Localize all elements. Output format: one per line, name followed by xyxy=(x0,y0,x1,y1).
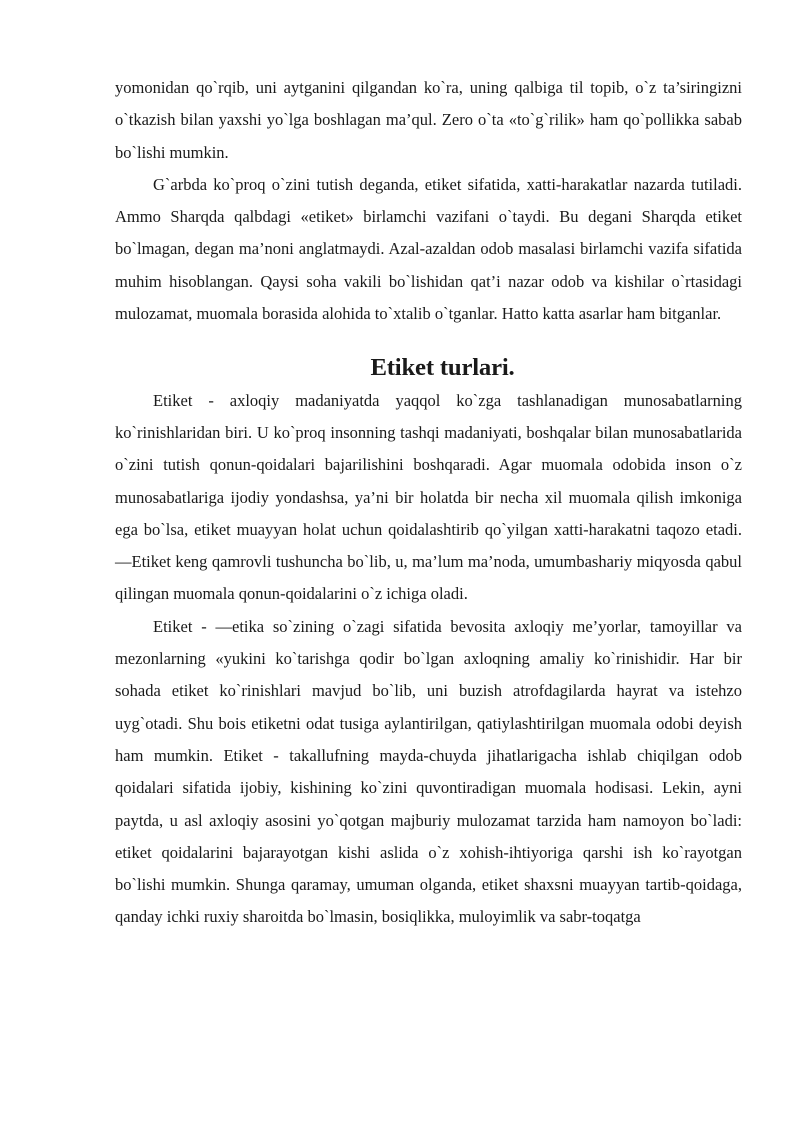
paragraph-etiket-etika: Etiket - ―etika so`zining o`zagi sifatida bevosita axloqiy me’yorlar, tamoyillar va mezonlarning «yukini ko`tarishga qodir bo`lgan axloqning amaliy ko`rinishidir. Har bir sohada etiket ko`rinishlari mavjud bo`lib, uni buzish atrofdagilarda hayrat va istehzo uyg`otadi. Shu bois etiketni odat tusiga aylantirilgan, qatiylashtirilgan muomala odobi deyish ham mumkin. Etiket - takallufning mayda-chuyda jihatlarigacha ishlab chiqilgan odob qoidalari sifatida ijobiy, kishining ko`zini quvontiradigan muomala hodisasi. Lekin, ayni paytda, u asl axloqiy asosini yo`qotgan majburiy mulozamat tarzida ham namoyon bo`ladi: etiket qoidalarini bajarayotgan kishi aslida o`z xohish-ihtiyoriga qarshi ish ko`rayotgan bo`lishi mumkin. Shunga qaramay, umuman olganda, etiket shaxsni muayyan tartib-qoidaga, qanday ichki ruxiy sharoitda bo`lmasin, bosiqlikka, muloyimlik va sabr-toqatga xyxy=(115,616,742,927)
section-heading: Etiket turlari. xyxy=(370,354,515,382)
document-page xyxy=(115,72,742,934)
paragraph-west-east: G`arbda ko`proq o`zini tutish deganda, etiket sifatida, xatti-harakatlar nazarda tutiladi. Ammo Sharqda qalbdagi «etiket» birlamchi vazifani o`taydi. Bu degani Sharqda etiket bo`lmagan, degan ma’noni anglatmaydi. Azal-azaldan odob masalasi birlamchi vazifa sifatida muhim hisoblangan. Qaysi soha vakili bo`lishidan qat’i nazar odob va kishilar o`rtasidagi mulozamat, muomala borasida alohida to`xtalib o`tganlar. Hatto katta asarlar ham bitganlar. xyxy=(115,174,742,324)
paragraph-continuation: yomonidan qo`rqib, uni aytganini qilgandan ko`ra, uning qalbiga til topib, o`z ta’siringizni o`tkazish bilan yaxshi yo`lga boshlagan ma’qul. Zero o`ta «to`g`rilik» ham qo`pollikka sabab bo`lishi mumkin. xyxy=(115,78,742,162)
paragraph-etiket-definition: Etiket - axloqiy madaniyatda yaqqol ko`zga tashlanadigan munosabatlarning ko`rinishlaridan biri. U ko`proq insonning tashqi madaniyati, boshqalar bilan munosabatlarida o`zini tutish qonun-qoidalari bajarilishini boshqaradi. Agar muomala odobida inson o`z munosabatlariga ijodiy yondashsa, ya’ni bir holatda bir necha xil muomala qilish imkoniga ega bo`lsa, etiket muayyan holat uchun qoidalashtirib qo`yilgan xatti-harakatni taqozo etadi. ―Etiket keng qamrovli tushuncha bo`lib, u, ma’lum ma’noda, umumbashariy miqyosda qabul qilingan muomala qonun-qoidalarini o`z ichiga oladi. xyxy=(115,390,742,604)
